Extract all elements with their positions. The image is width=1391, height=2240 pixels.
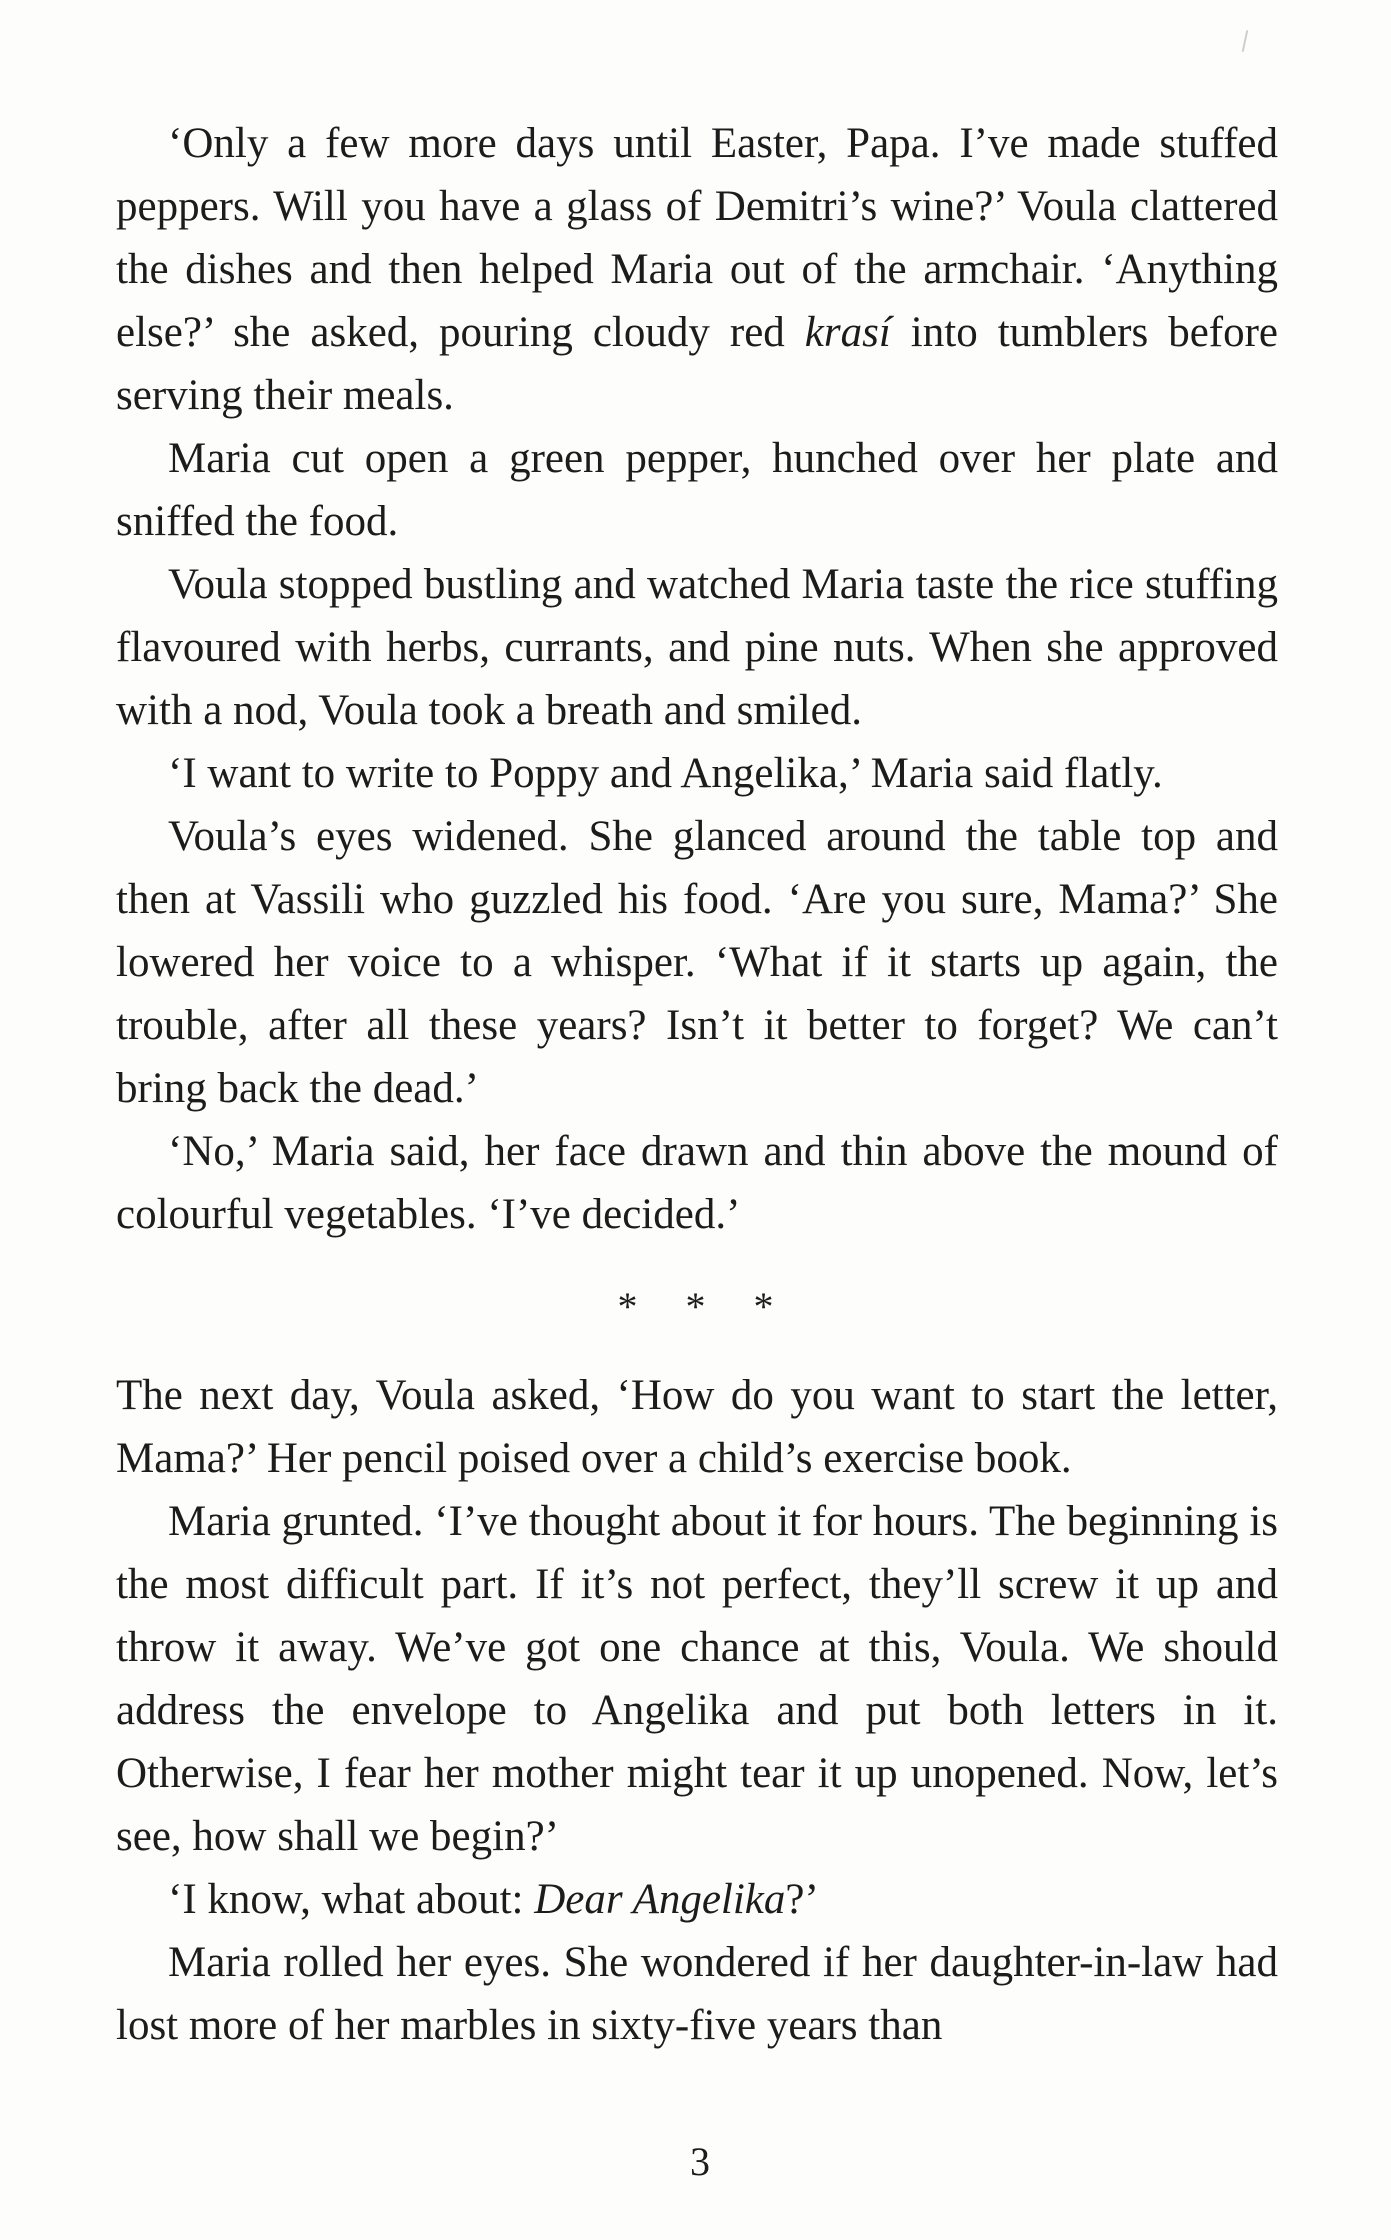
scan-mark bbox=[1242, 30, 1249, 52]
paragraph: Maria grunted. ‘I’ve thought about it for hours. The beginning is the most difficult part. If it’s not perfect, they’ll screw it up and throw it away. We’ve got one chance at this, Voula. We should address the envelope to Angelika and put both letters in it. Otherwise, I fear her mother might tear it up unopened. Now, let’s see, how shall we begin?’ bbox=[116, 1498, 1278, 1860]
section-break-asterisk: * bbox=[617, 1284, 638, 1329]
paragraph: ‘No,’ Maria said, her face drawn and thin above the mound of colourful vegetables. ‘I’ve decided.’ bbox=[116, 1128, 1278, 1238]
section-one bbox=[116, 112, 1278, 1246]
paragraph-text: into tumblers before serving their meals. bbox=[116, 309, 1278, 419]
paragraph: ‘I want to write to Poppy and Angelika,’ Maria said flatly. bbox=[168, 750, 1163, 797]
italic-word: krasí bbox=[804, 309, 891, 356]
paragraph bbox=[116, 112, 1278, 427]
paragraph bbox=[116, 1868, 1278, 1931]
section-break bbox=[0, 1277, 1391, 1337]
paragraph: The next day, Voula asked, ‘How do you want to start the letter, Mama?’ Her pencil poised over a child’s exercise book. bbox=[116, 1372, 1278, 1482]
section-break-asterisk: * bbox=[685, 1284, 706, 1329]
page-number: 3 bbox=[690, 2139, 710, 2184]
paragraph-text: ?’ bbox=[785, 1876, 819, 1923]
paragraph: Maria rolled her eyes. She wondered if her daughter-in-law had lost more of her marbles in sixty-five years than bbox=[116, 1939, 1278, 2049]
paragraph: Voula’s eyes widened. She glanced around the table top and then at Vassili who guzzled his food. ‘Are you sure, Mama?’ She lowered her voice to a whisper. ‘What if it starts up again, the trouble, after all these years? Isn’t it better to forget? We can’t bring back the dead.’ bbox=[116, 813, 1278, 1112]
paragraph: Voula stopped bustling and watched Maria taste the rice stuffing flavoured with herbs, currants, and pine nuts. When she approved with a nod, Voula took a breath and smiled. bbox=[116, 561, 1278, 734]
section-two bbox=[116, 1364, 1278, 2057]
italic-phrase: Dear Angelika bbox=[534, 1876, 786, 1923]
paragraph: Maria cut open a green pepper, hunched over her plate and sniffed the food. bbox=[116, 435, 1278, 545]
paragraph-text: ‘I know, what about: bbox=[168, 1876, 535, 1923]
section-break-asterisk: * bbox=[753, 1284, 774, 1329]
paragraph-text: ‘Only a few more days until Easter, Papa. I’ve made stuffed peppers. Will you have a glass of Demitri’s wine?’ Voula clattered the dishes and then helped Maria out of the armchair. ‘Anything else?’ she asked, pouring cloudy red bbox=[116, 120, 1278, 356]
